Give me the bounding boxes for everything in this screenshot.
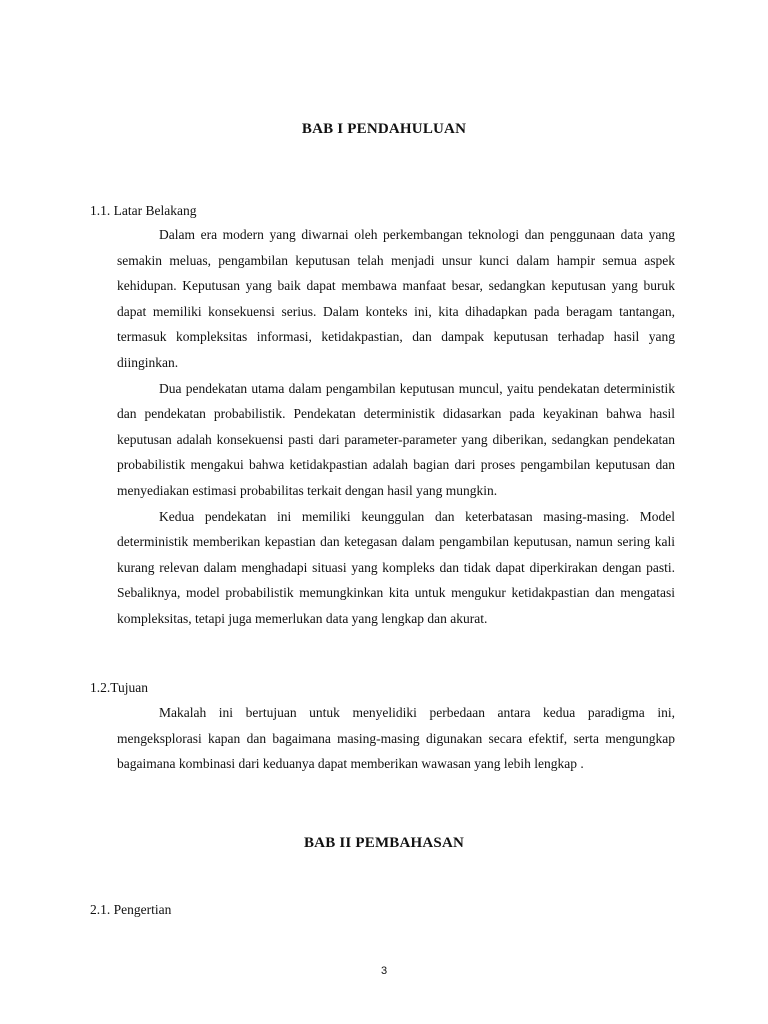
section-1-2-heading: 1.2.Tujuan bbox=[90, 680, 149, 695]
section-1-1-heading: 1.1. Latar Belakang bbox=[90, 203, 197, 218]
paragraph: Dua pendekatan utama dalam pengambilan keputusan muncul, yaitu pendekatan deterministik dan pendekatan probabilistik. Pendekatan deterministik didasarkan pada keyakinan bahwa hasil keputusan adalah konsekuensi pasti dari parameter-parameter yang diberikan, sedangkan pendekatan probabilistik mengakui bahwa ketidakpastian adalah bagian dari proses pengambilan keputusan dan menyediakan estimasi probabilitas terkait dengan hasil yang mungkin. bbox=[117, 380, 675, 498]
paragraph: Makalah ini bertujuan untuk menyelidiki perbedaan antara kedua paradigma ini, mengeksplorasi kapan dan bagaimana masing-masing digunakan secara efektif, serta mengungkap bagaimana kombinasi dari keduanya dapat memberikan wawasan yang lebih lengkap . bbox=[117, 705, 675, 772]
page-number: 3 bbox=[380, 965, 388, 977]
paragraph: Dalam era modern yang diwarnai oleh perkembangan teknologi dan penggunaan data yang semakin meluas, pengambilan keputusan telah menjadi unsur kunci dalam hampir semua aspek kehidupan. Keputusan yang baik dapat membawa manfaat besar, sedangkan keputusan yang buruk dapat memiliki konsekuensi serius. Dalam konteks ini, kita dihadapkan pada beragam tantangan, termasuk kompleksitas informasi, ketidakpastian, dan dampak keputusan terhadap hasil yang diinginkan. bbox=[117, 227, 675, 370]
section-1-2-body bbox=[117, 700, 675, 777]
chapter-1-title: BAB I PENDAHULUAN bbox=[301, 121, 467, 137]
section-2-1-heading: 2.1. Pengertian bbox=[90, 902, 172, 917]
paragraph: Kedua pendekatan ini memiliki keunggulan dan keterbatasan masing-masing. Model deterministik memberikan kepastian dan ketegasan dalam pengambilan keputusan, namun sering kali kurang relevan dalam menghadapi situasi yang kompleks dan tidak dapat diperkirakan dengan pasti. Sebaliknya, model probabilistik memungkinkan kita untuk mengukur ketidakpastian dan mengatasi kompleksitas, tetapi juga memerlukan data yang lengkap dan akurat. bbox=[117, 508, 675, 626]
section-1-1-body bbox=[117, 222, 675, 632]
chapter-2-title: BAB II PEMBAHASAN bbox=[303, 835, 465, 851]
